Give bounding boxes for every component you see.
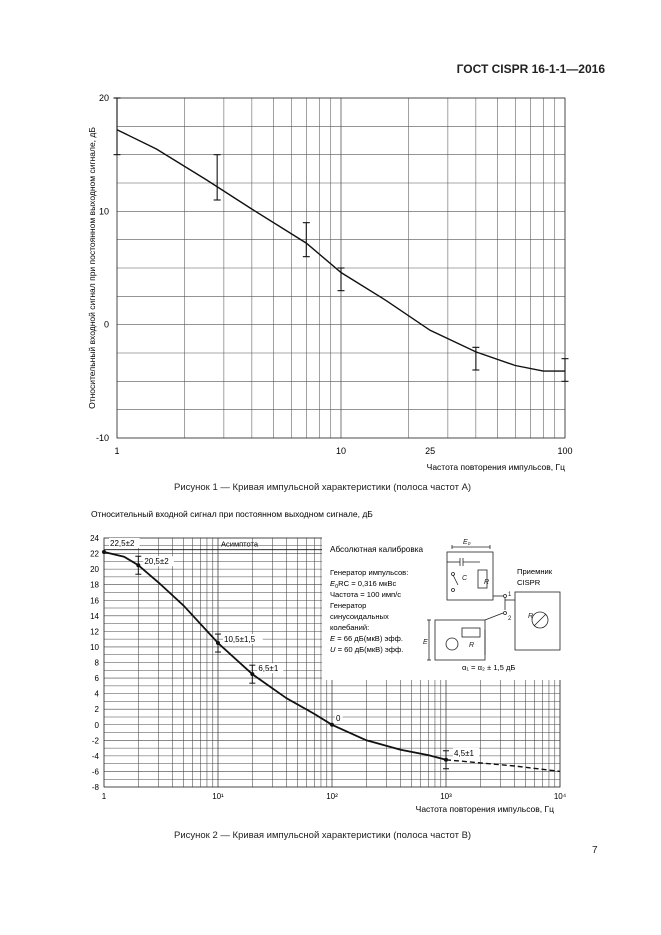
data-point (444, 758, 448, 762)
y-tick-label: 18 (90, 580, 99, 590)
y-tick-label: 24 (90, 534, 99, 543)
figure-2-chart (0, 500, 661, 830)
point-label: 10,5±1,5 (224, 635, 256, 645)
y-tick-label: 10 (98, 206, 109, 217)
x-tick-label: 25 (425, 446, 436, 456)
y-tick-label: 8 (94, 658, 99, 668)
receiver-label-2: CISPR (517, 578, 541, 587)
point-label: 6,5±1 (258, 664, 279, 674)
x-tick-label: 100 (557, 446, 573, 456)
x-tick-label: 10¹ (212, 792, 224, 801)
pulse-generator-label: Генератор импульсов: (330, 568, 409, 577)
y-tick-label: -6 (91, 767, 99, 777)
r-label-receiver: R (528, 613, 534, 620)
y-axis-title: Относительный входной сигнал при постоянном выходном сигнале, дБ (91, 509, 373, 519)
error-bar (338, 268, 345, 291)
c-label: C (462, 575, 468, 582)
page-number: 7 (592, 845, 598, 856)
y-tick-label: -4 (91, 751, 99, 761)
sine-generator-line3: колебаний: (330, 623, 370, 632)
y-tick-label: 10 (90, 642, 99, 652)
point-label: 4,5±1 (454, 748, 474, 758)
y-tick-label: 12 (90, 627, 99, 637)
curve-dashed-extension (446, 760, 560, 772)
e-value: E = 66 дБ(мкВ) эфф. (330, 634, 403, 643)
y-tick-label: 20 (98, 93, 109, 103)
y-tick-label: 16 (90, 596, 99, 606)
frequency-value: Частота = 100 имп/с (330, 590, 402, 599)
y-tick-label: 22 (90, 549, 99, 559)
point-label: 22,5±2 (110, 539, 135, 549)
x-axis-label: Частота повторения импульсов, Гц (415, 804, 554, 814)
e0-label: E₀ (463, 539, 471, 546)
e-source-label: E (423, 639, 428, 646)
x-tick-label: 10⁴ (553, 792, 567, 801)
u-value: U = 60 дБ(мкВ) эфф. (330, 645, 404, 654)
y-tick-label: -10 (95, 433, 109, 443)
y-tick-label: 20 (90, 565, 99, 575)
sine-generator-line2: синусоидальных (330, 612, 389, 621)
sine-generator-line1: Генератор (330, 601, 367, 610)
r-label-top: R (484, 579, 490, 586)
data-point (330, 723, 334, 727)
figure-2-caption: Рисунок 2 — Кривая импульсной характеристики (полоса частот В) (174, 830, 472, 841)
error-bar (214, 155, 221, 200)
switch-position-1: 1 (508, 592, 512, 598)
x-tick-label: 1 (101, 792, 107, 801)
error-bar (562, 359, 569, 382)
x-tick-label: 10³ (440, 792, 452, 801)
alpha-equation: α₁ = α₂ ± 1,5 дБ (462, 663, 516, 672)
y-tick-label: 6 (94, 674, 99, 684)
y-tick-label: -8 (91, 783, 99, 792)
document-header: ГОСТ CISPR 16-1-1—2016 (456, 62, 605, 76)
data-point (136, 563, 140, 567)
y-tick-label: 2 (94, 705, 99, 715)
calibration-title: Абсолютная калибровка (330, 545, 424, 554)
y-tick-label: -2 (91, 736, 99, 746)
figure-1-caption: Рисунок 1 — Кривая импульсной характеристики (полоса частот А) (174, 482, 472, 493)
asymptote-label: Асимптота (221, 539, 259, 549)
x-tick-label: 10² (326, 792, 338, 801)
y-axis-label: Относительный входной сигнал при постоянном выходном сигнале, дБ (87, 127, 97, 409)
data-point (216, 641, 220, 645)
point-label: 20,5±2 (144, 557, 169, 567)
data-point (250, 672, 254, 676)
r-label-bottom: R (469, 642, 475, 649)
y-tick-label: 4 (94, 689, 99, 699)
y-tick-label: 0 (94, 720, 99, 730)
e0rc-value: $E_0RC = 0,316$ мкВс (330, 579, 397, 590)
calibration-inset (322, 530, 562, 680)
x-tick-label: 1 (114, 446, 120, 456)
switch-position-2: 2 (508, 616, 512, 622)
y-tick-label: 14 (90, 611, 99, 621)
point-label: 0 (336, 713, 341, 723)
y-tick-label: 0 (103, 319, 109, 330)
receiver-label-1: Приемник (517, 567, 553, 576)
data-point (102, 550, 106, 554)
x-axis-label: Частота повторения импульсов, Гц (426, 462, 565, 472)
x-tick-label: 10 (335, 446, 347, 456)
